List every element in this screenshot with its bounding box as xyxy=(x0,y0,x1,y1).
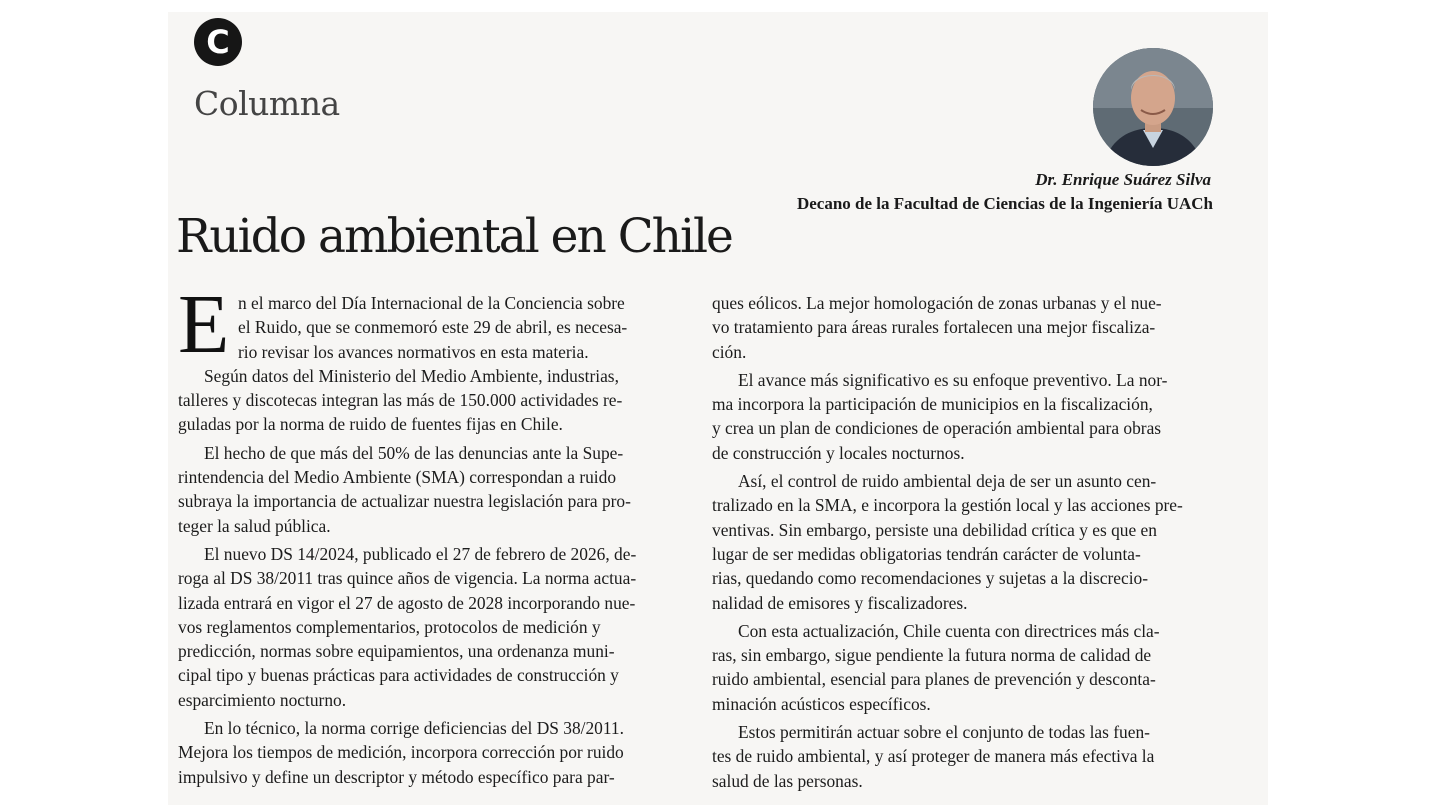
text-line: talleres y discotecas integran las más de 150.000 actividades re- xyxy=(178,390,623,411)
text-line: guladas por la norma de ruido de fuentes fijas en Chile. xyxy=(178,414,563,435)
text-line: El hecho de que más del 50% de las denuncias ante la Supe- xyxy=(204,442,624,463)
author-role: Decano de la Facultad de Ciencias de la Ingeniería UACh xyxy=(796,194,1213,213)
text-line: predicción, normas sobre equipamientos, una ordenanza muni- xyxy=(178,641,615,662)
author-photo xyxy=(1093,48,1213,166)
text-line: ques eólicos. La mejor homologación de zonas urbanas y el nue- xyxy=(712,293,1162,313)
text-line: rintendencia del Medio Ambiente (SMA) correspondan a ruido xyxy=(178,467,617,488)
article-column-1 xyxy=(178,278,686,789)
text-line: Estos permitirán actuar sobre el conjunto de todas las fuen- xyxy=(738,722,1150,743)
text-line: minación acústicos específicos. xyxy=(712,693,931,714)
text-line: rio revisar los avances normativos en esta materia. xyxy=(238,341,589,362)
text-line: vo tratamiento para áreas rurales fortalecen una mejor fiscaliza- xyxy=(712,317,1156,338)
text-line: roga al DS 38/2011 tras quince años de vigencia. La norma actua- xyxy=(178,568,637,589)
author-name: Dr. Enrique Suárez Silva xyxy=(1035,170,1211,189)
author-portrait-image xyxy=(1093,48,1213,166)
text-line: En lo técnico, la norma corrige deficiencias del DS 38/2011. xyxy=(204,718,624,739)
section-logo-letter: C xyxy=(206,23,230,61)
text-line: Con esta actualización, Chile cuenta con directrices más cla- xyxy=(738,620,1160,641)
text-line: Así, el control de ruido ambiental deja de ser un asunto cen- xyxy=(738,471,1157,492)
section-logo xyxy=(194,18,242,66)
text-line: ción. xyxy=(712,341,747,362)
text-line: Según datos del Ministerio del Medio Ambiente, industrias, xyxy=(204,365,619,386)
text-line: el Ruido, que se conmemoró este 29 de abril, es necesa- xyxy=(238,317,628,338)
text-line: salud de las personas. xyxy=(712,770,863,791)
text-line: lugar de ser medidas obligatorias tendrán carácter de volunta- xyxy=(712,543,1141,564)
text-line: El nuevo DS 14/2024, publicado el 27 de febrero de 2026, de- xyxy=(204,543,637,564)
text-line: Mejora los tiempos de medición, incorpora corrección por ruido xyxy=(178,742,624,763)
text-line: vos reglamentos complementarios, protocolos de medición y xyxy=(178,616,601,637)
article-column-2 xyxy=(712,291,1218,793)
text-line: y crea un plan de condiciones de operación ambiental para obras xyxy=(712,418,1162,439)
text-line: esparcimiento nocturno. xyxy=(178,689,347,710)
text-line: tes de ruido ambiental, y así proteger de manera más efectiva la xyxy=(712,746,1155,767)
text-line: ventivas. Sin embargo, persiste una debilidad crítica y es que en xyxy=(712,519,1157,540)
text-line: n el marco del Día Internacional de la Conciencia sobre xyxy=(238,293,625,313)
text-line: lizada entrará en vigor el 27 de agosto de 2028 incorporando nue- xyxy=(178,592,636,613)
article-headline: Ruido ambiental en Chile xyxy=(176,209,732,264)
text-line: rias, quedando como recomendaciones y sujetas a la discrecio- xyxy=(712,568,1149,589)
text-line: nalidad de emisores y fiscalizadores. xyxy=(712,592,968,613)
text-line: El avance más significativo es su enfoque preventivo. La nor- xyxy=(738,369,1168,390)
text-line: de construcción y locales nocturnos. xyxy=(712,442,965,463)
drop-cap: E xyxy=(178,278,230,371)
text-line: teger la salud pública. xyxy=(178,515,331,536)
text-line: ruido ambiental, esencial para planes de prevención y desconta- xyxy=(712,669,1156,690)
text-line: impulsivo y define un descriptor y método específico para par- xyxy=(178,766,615,787)
text-line: ras, sin embargo, sigue pendiente la futura norma de calidad de xyxy=(712,645,1152,666)
section-label: Columna xyxy=(194,84,340,123)
text-line: tralizado en la SMA, e incorpora la gestión local y las acciones pre- xyxy=(712,495,1183,516)
text-line: cipal tipo y buenas prácticas para actividades de construcción y xyxy=(178,665,619,686)
text-line: subraya la importancia de actualizar nuestra legislación para pro- xyxy=(178,491,631,512)
text-line: ma incorpora la participación de municipios en la fiscalización, xyxy=(712,394,1153,415)
